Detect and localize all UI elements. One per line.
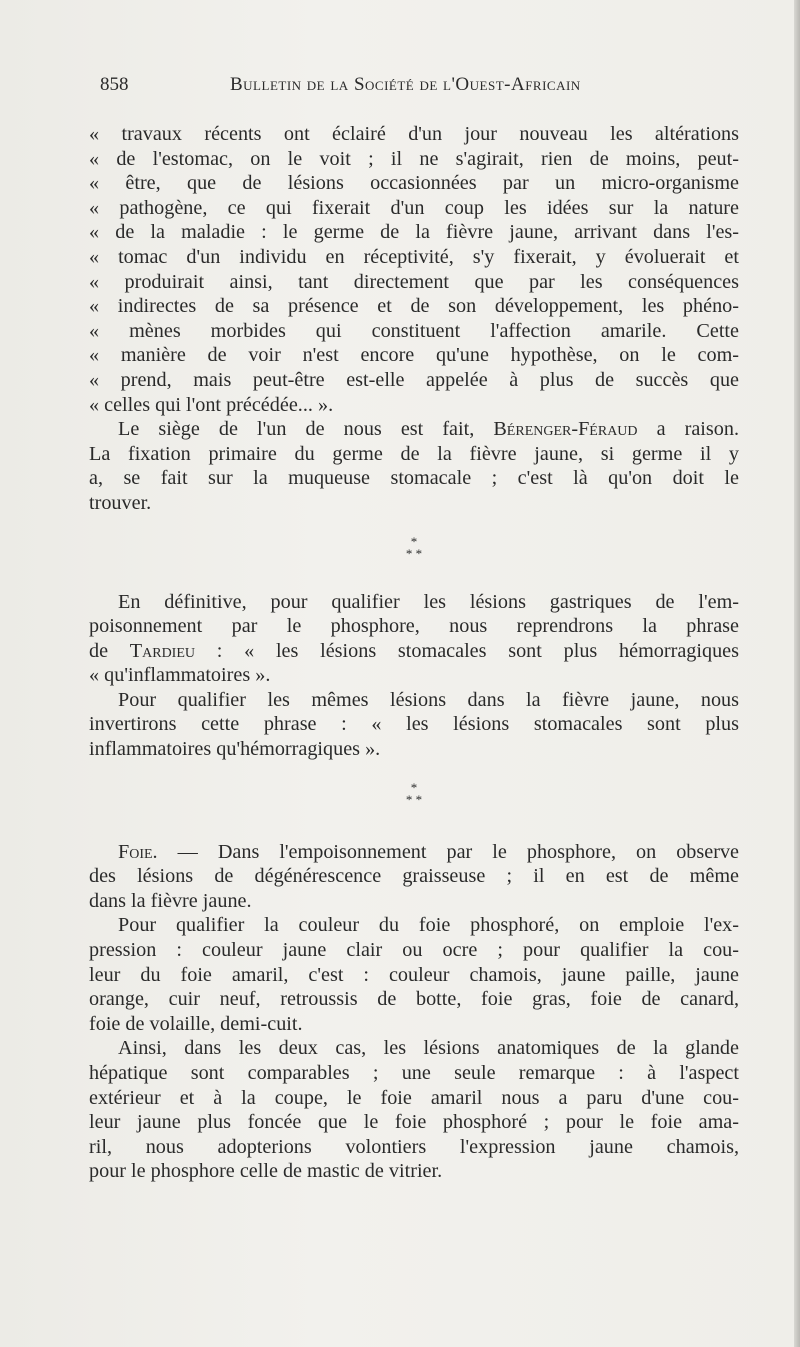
running-title: Bulletin de la Société de l'Ouest-Africain xyxy=(230,74,581,95)
asterism-bottom: * * xyxy=(405,791,423,807)
text-line: dans la fièvre jaune. xyxy=(89,889,252,912)
text-line: « travaux récents ont éclairé d'un jour nouveau les altérations xyxy=(89,123,739,145)
text-line: Pour qualifier les mêmes lésions dans la fièvre jaune, nous xyxy=(118,688,739,711)
text-line: « qu'inflammatoires ». xyxy=(89,664,271,687)
text-line: des lésions de dégénérescence graisseuse ; il en est de même xyxy=(89,865,739,888)
text-line xyxy=(89,639,739,664)
text-run: de xyxy=(89,639,130,662)
text-line: « tomac d'un individu en réceptivité, s'y fixerait, y évoluerait et xyxy=(89,245,739,268)
text-run: : « les lésions stomacales sont plus hémorragiques xyxy=(195,639,739,662)
quotation-paragraph xyxy=(89,122,739,417)
paragraph-siege xyxy=(89,417,739,515)
text-line: Ainsi, dans les deux cas, les lésions anatomiques de la glande xyxy=(118,1037,739,1060)
text-line: invertirons cette phrase : « les lésions stomacales sont plus xyxy=(89,713,739,736)
section-asterism xyxy=(89,779,739,807)
author-name: Tardieu xyxy=(129,639,196,662)
text-line: poisonnement par le phosphore, nous reprendrons la phrase xyxy=(89,615,739,638)
text-line: « manière de voir n'est encore qu'une hypothèse, on le com- xyxy=(89,344,739,367)
text-line: ril, nous adopterions volontiers l'expression jaune chamois, xyxy=(89,1135,739,1158)
asterism-bottom: * * xyxy=(405,545,423,561)
text-line: « indirectes de sa présence et de son développement, les phéno- xyxy=(89,295,739,318)
text-line: « prend, mais peut-être est-elle appelée à plus de succès que xyxy=(89,368,739,391)
paragraph-couleur xyxy=(89,913,739,1036)
text-line: En définitive, pour qualifier les lésions gastriques de l'em- xyxy=(118,590,739,613)
text-line: leur du foie amaril, c'est : couleur chamois, jaune paille, jaune xyxy=(89,963,739,986)
text-line: La fixation primaire du germe de la fièvre jaune, si germe il y xyxy=(89,442,739,465)
section-asterism xyxy=(89,533,739,561)
text-line: Pour qualifier la couleur du foie phosphoré, on emploie l'ex- xyxy=(118,914,739,937)
text-line xyxy=(89,840,739,865)
text-run: — Dans l'empoisonnement par le phosphore, on observe xyxy=(157,840,739,863)
text-line: orange, cuir neuf, retroussis de botte, foie gras, foie de canard, xyxy=(89,988,739,1011)
text-line: « celles qui l'ont précédée... ». xyxy=(89,393,334,416)
page-header xyxy=(100,74,740,98)
author-name: Bérenger-Féraud xyxy=(493,418,638,441)
paragraph-ainsi xyxy=(89,1036,739,1184)
asterism-top: * xyxy=(410,779,418,795)
text-line: « de l'estomac, on le voit ; il ne s'agirait, rien de moins, peut- xyxy=(89,147,739,170)
text-line: « pathogène, ce qui fixerait d'un coup les idées sur la nature xyxy=(89,196,739,219)
text-line xyxy=(89,417,739,442)
text-line: hépatique sont comparables ; une seule remarque : à l'aspect xyxy=(89,1062,739,1084)
text-run: Le siège de l'un de nous est fait, xyxy=(118,418,494,441)
paragraph-definitive xyxy=(89,590,739,688)
text-line: « produirait ainsi, tant directement que par les conséquences xyxy=(89,270,739,293)
text-line: trouver. xyxy=(89,491,152,514)
page-number: 858 xyxy=(100,74,129,95)
paragraph-invert xyxy=(89,688,739,762)
text-line: extérieur et à la coupe, le foie amaril nous a paru d'une cou- xyxy=(89,1086,739,1109)
text-line: inflammatoires qu'hémorragiques ». xyxy=(89,738,381,761)
text-line: pression : couleur jaune clair ou ocre ; pour qualifier la cou- xyxy=(89,939,739,962)
asterism-top: * xyxy=(410,533,418,549)
paragraph-foie xyxy=(89,840,739,914)
text-line: « de la maladie : le germe de la fièvre jaune, arrivant dans l'es- xyxy=(89,221,739,244)
page-edge-shadow xyxy=(794,0,800,1347)
page-body xyxy=(89,122,739,1184)
text-line: a, se fait sur la muqueuse stomacale ; c'est là qu'on doit le xyxy=(89,467,739,490)
text-line: foie de volaille, demi-cuit. xyxy=(89,1012,303,1035)
text-line: leur jaune plus foncée que le foie phosphoré ; pour le foie ama- xyxy=(89,1111,739,1134)
text-run: a raison. xyxy=(637,418,740,441)
section-label: Foie. xyxy=(118,840,158,863)
text-line: « mènes morbides qui constituent l'affection amarile. Cette xyxy=(89,319,739,342)
text-line: « être, que de lésions occasionnées par un micro-organisme xyxy=(89,172,739,195)
text-line: pour le phosphore celle de mastic de vitrier. xyxy=(89,1160,443,1183)
